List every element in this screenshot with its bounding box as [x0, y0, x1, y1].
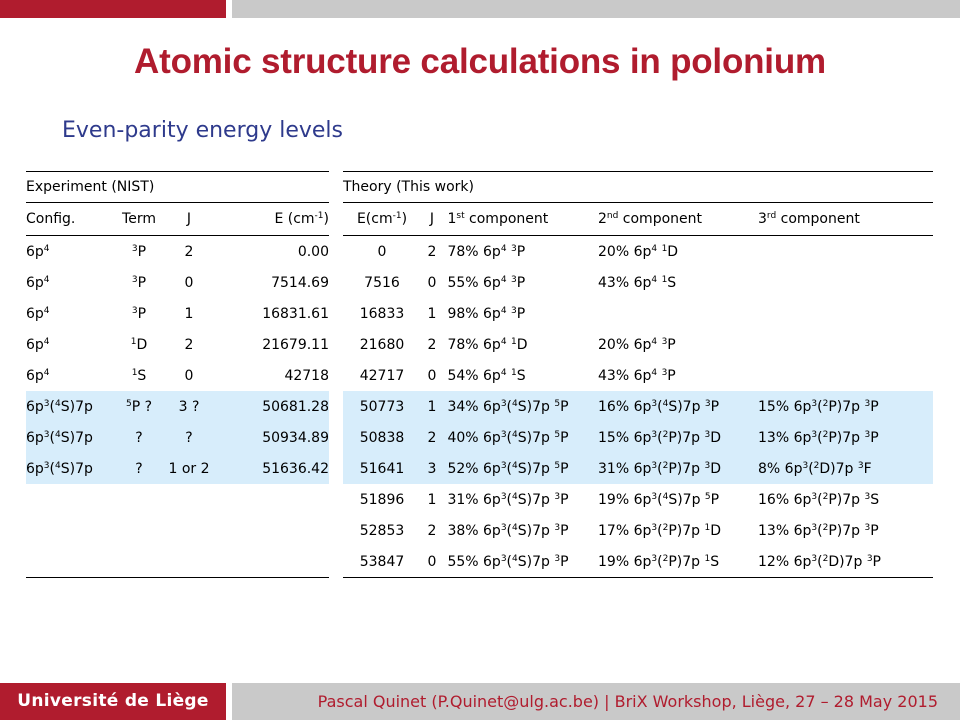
- table-row: [343, 329, 933, 360]
- second-component-cell: 19% $6p^3(^2P)7p$ $^1$S: [598, 546, 758, 578]
- table-row: [343, 422, 933, 453]
- j-cell: 0: [184, 367, 194, 384]
- slide-subtitle: Even-parity energy levels: [62, 118, 344, 143]
- first-component-cell: 34% $6p^3(^4S)7p$ $^5$P: [443, 391, 598, 422]
- second-component-cell: 17% $6p^3(^2P)7p$ $^1$D: [598, 522, 721, 539]
- theory-heading-row: [343, 172, 933, 203]
- third-component-cell: 12% $6p^3(^2D)7p$ $^3$P: [758, 546, 933, 578]
- top-bar-red: [0, 0, 226, 18]
- first-component-cell: 78% $6p^4$ $^1$D: [443, 336, 528, 353]
- config-cell: $6p^4$: [26, 274, 50, 291]
- third-component-cell: 15% $6p^3(^2P)7p$ $^3$P: [758, 391, 933, 422]
- table-row-empty: [26, 546, 329, 578]
- empty-cell: [166, 546, 212, 578]
- term-cell: $^5$P ?: [112, 391, 166, 422]
- first-component-cell: 98% $6p^4$ $^3$P: [443, 305, 526, 322]
- theory-energy-cell: 51896: [359, 491, 405, 508]
- third-component-cell: 13% $6p^3(^2P)7p$ $^3$P: [758, 522, 879, 539]
- theory-column-headers: [343, 203, 933, 236]
- energy-cell: 42718: [284, 367, 329, 384]
- energy-cell: 7514.69: [271, 274, 329, 291]
- j-cell: 1: [184, 305, 194, 322]
- energy-cell: 51636.42: [212, 453, 329, 484]
- third-component-cell: 16% $6p^3(^2P)7p$ $^3$S: [758, 491, 880, 508]
- second-component-cell: 20% $6p^4$ $^1$D: [598, 243, 679, 260]
- term-cell: $^1$S: [131, 367, 147, 384]
- config-cell: $6p^3(^4S)7p$: [26, 422, 112, 453]
- theory-j-cell: 3: [421, 453, 443, 484]
- second-component-cell: 43% $6p^4$ $^1$S: [598, 274, 677, 291]
- energy-cell: 16831.61: [262, 305, 329, 322]
- empty-cell: [112, 546, 166, 578]
- slide-title: Atomic structure calculations in polonium: [134, 42, 826, 81]
- term-cell: $^3$P: [131, 274, 147, 291]
- config-cell: $6p^4$: [26, 243, 50, 260]
- col-first-component: 1st component: [443, 203, 598, 236]
- energy-cell: 21679.11: [262, 336, 329, 353]
- j-cell: 0: [184, 274, 194, 291]
- table-row: [26, 236, 329, 268]
- experiment-heading: Experiment (NIST): [26, 172, 329, 203]
- second-component-cell: 19% $6p^3(^4S)7p$ $^5$P: [598, 491, 720, 508]
- config-cell: $6p^3(^4S)7p$: [26, 391, 112, 422]
- second-component-cell: 31% $6p^3(^2P)7p$ $^3$D: [598, 453, 758, 484]
- table-row: [343, 391, 933, 422]
- table-row: [26, 360, 329, 391]
- theory-energy-cell: 53847: [343, 546, 421, 578]
- table-row: [26, 422, 329, 453]
- theory-j-cell: 2: [427, 336, 437, 353]
- first-component-cell: 78% $6p^4$ $^3$P: [443, 243, 526, 260]
- theory-j-cell: 0: [427, 367, 437, 384]
- col-second-component: 2nd component: [598, 203, 758, 236]
- third-component-cell: 8% $6p^3(^2D)7p$ $^3$F: [758, 453, 933, 484]
- term-cell: $^3$P: [131, 243, 147, 260]
- theory-energy-cell: 0: [377, 243, 387, 260]
- theory-j-cell: 0: [427, 274, 437, 291]
- empty-cell: [112, 484, 166, 515]
- second-component-cell: [598, 298, 758, 329]
- second-component-cell: 20% $6p^4$ $^3$P: [598, 336, 676, 353]
- first-component-cell: 40% $6p^3(^4S)7p$ $^5$P: [443, 422, 598, 453]
- first-component-cell: 55% $6p^3(^4S)7p$ $^3$P: [443, 546, 598, 578]
- first-component-cell: 54% $6p^4$ $^1$S: [443, 367, 526, 384]
- empty-cell: [212, 484, 329, 515]
- theory-table: [343, 171, 933, 578]
- energy-cell: 50681.28: [212, 391, 329, 422]
- theory-energy-cell: 42717: [359, 367, 405, 384]
- table-row: [343, 236, 933, 268]
- col-term: Term: [112, 203, 166, 236]
- theory-energy-cell: 16833: [359, 305, 405, 322]
- third-component-cell: 13% $6p^3(^2P)7p$ $^3$P: [758, 422, 933, 453]
- theory-energy-cell: 21680: [359, 336, 405, 353]
- theory-j-cell: 2: [427, 243, 437, 260]
- theory-energy-cell: 50838: [343, 422, 421, 453]
- empty-cell: [26, 546, 112, 578]
- experiment-table: [26, 171, 329, 578]
- footer-credit: Pascal Quinet (P.Quinet@ulg.ac.be) | BriX Workshop, Liège, 27 – 28 May 2015: [232, 683, 960, 720]
- table-row: [26, 329, 329, 360]
- theory-j-cell: 1: [421, 391, 443, 422]
- table-row: [343, 360, 933, 391]
- table-row: [26, 298, 329, 329]
- empty-cell: [212, 546, 329, 578]
- term-cell: ?: [112, 422, 166, 453]
- col-config: Config.: [26, 203, 112, 236]
- first-component-cell: 31% $6p^3(^4S)7p$ $^3$P: [443, 491, 569, 508]
- j-cell: 2: [184, 243, 194, 260]
- table-row: [26, 267, 329, 298]
- third-component-cell: [758, 329, 933, 360]
- config-cell: $6p^4$: [26, 336, 50, 353]
- table-row: [26, 391, 329, 422]
- third-component-cell: [758, 360, 933, 391]
- third-component-cell: [758, 236, 933, 268]
- third-component-cell: [758, 267, 933, 298]
- config-cell: $6p^4$: [26, 305, 50, 322]
- col-j: J: [166, 203, 212, 236]
- col-theory-j: J: [421, 203, 443, 236]
- first-component-cell: 52% $6p^3(^4S)7p$ $^5$P: [443, 453, 598, 484]
- j-cell: 1 or 2: [166, 453, 212, 484]
- table-row: [343, 546, 933, 578]
- first-component-cell: 55% $6p^4$ $^3$P: [443, 274, 526, 291]
- col-energy: E $(cm^{-1})$: [212, 203, 329, 236]
- empty-cell: [26, 484, 112, 515]
- top-bar-grey: [232, 0, 960, 18]
- second-component-cell: 16% $6p^3(^4S)7p$ $^3$P: [598, 391, 758, 422]
- theory-energy-cell: 51641: [343, 453, 421, 484]
- empty-cell: [212, 515, 329, 546]
- table-row: [343, 453, 933, 484]
- j-cell: ?: [166, 422, 212, 453]
- table-row-empty: [26, 484, 329, 515]
- table-row-empty: [26, 515, 329, 546]
- col-theory-energy: $E(cm^{-1})$: [343, 203, 421, 236]
- term-cell: $^3$P: [131, 305, 147, 322]
- j-cell: 3 ?: [166, 391, 212, 422]
- third-component-cell: [758, 298, 933, 329]
- table-row: [26, 453, 329, 484]
- table-row: [343, 298, 933, 329]
- theory-j-cell: 2: [427, 522, 437, 539]
- theory-j-cell: 1: [427, 491, 437, 508]
- energy-cell: 50934.89: [212, 422, 329, 453]
- first-component-cell: 38% $6p^3(^4S)7p$ $^3$P: [443, 522, 569, 539]
- empty-cell: [166, 484, 212, 515]
- experiment-heading-row: [26, 172, 329, 203]
- table-row: [343, 267, 933, 298]
- energy-cell: 0.00: [297, 243, 329, 260]
- table-row: [343, 515, 933, 546]
- second-component-cell: 43% $6p^4$ $^3$P: [598, 367, 676, 384]
- col-third-component: 3rd component: [758, 203, 933, 236]
- theory-j-cell: 2: [421, 422, 443, 453]
- term-cell: $^1$D: [130, 336, 148, 353]
- j-cell: 2: [184, 336, 194, 353]
- theory-heading: Theory (This work): [343, 172, 933, 203]
- empty-cell: [166, 515, 212, 546]
- theory-energy-cell: 50773: [343, 391, 421, 422]
- table-row: [343, 484, 933, 515]
- theory-j-cell: 0: [421, 546, 443, 578]
- empty-cell: [26, 515, 112, 546]
- empty-cell: [112, 515, 166, 546]
- second-component-cell: 15% $6p^3(^2P)7p$ $^3$D: [598, 422, 758, 453]
- theory-j-cell: 1: [427, 305, 437, 322]
- term-cell: ?: [112, 453, 166, 484]
- experiment-column-headers: [26, 203, 329, 236]
- theory-energy-cell: 7516: [364, 274, 400, 291]
- config-cell: $6p^4$: [26, 367, 50, 384]
- footer-institution: Université de Liège: [0, 683, 226, 720]
- theory-energy-cell: 52853: [359, 522, 405, 539]
- config-cell: $6p^3(^4S)7p$: [26, 453, 112, 484]
